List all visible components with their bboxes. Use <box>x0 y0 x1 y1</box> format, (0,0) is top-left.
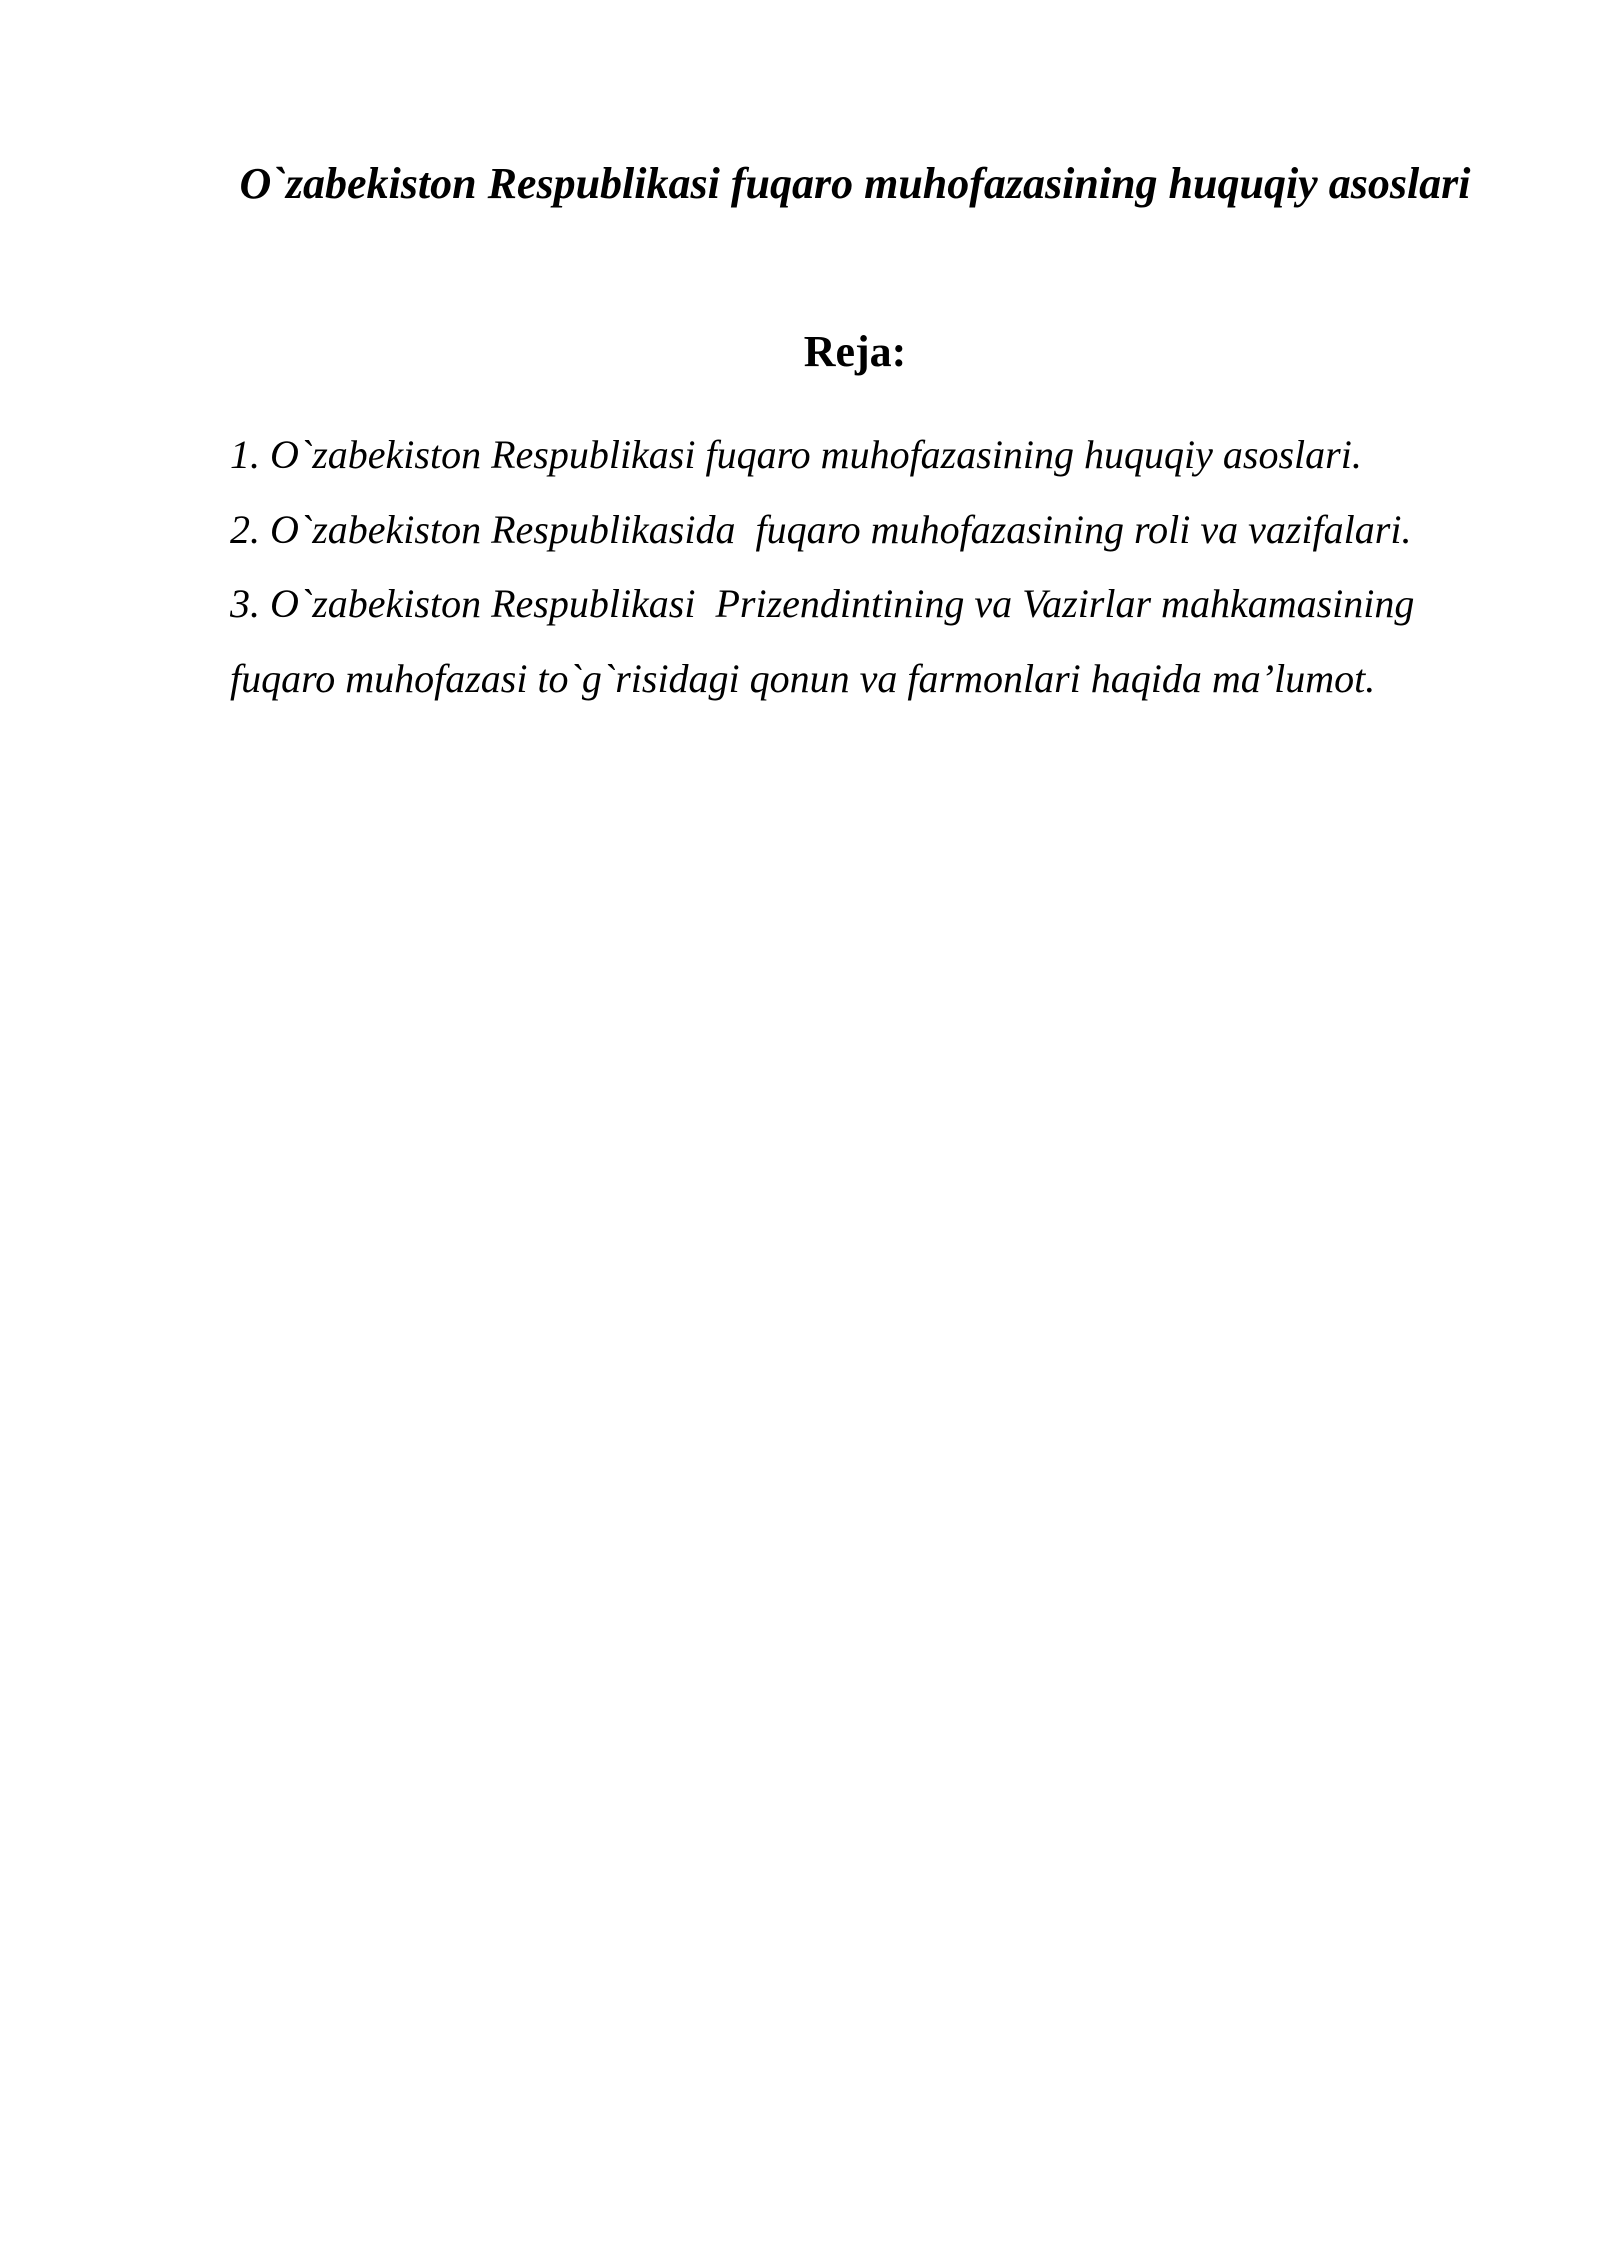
plan-item-2: 2. O`zabekiston Respublikasida fuqaro muhofazasining roli va vazifalari. <box>230 506 1412 552</box>
plan-heading: Reja: <box>803 327 907 376</box>
plan-item-1: 1. O`zabekiston Respublikasi fuqaro muhofazasining huquqiy asoslari. <box>230 432 1362 477</box>
plan-list <box>230 418 1490 716</box>
document-title: O`zabekiston Respublikasi fuqaro muhofazasining huquqiy asoslari <box>239 159 1471 208</box>
plan-item-3: 3. O`zabekiston Respublikasi Prizendintining va Vazirlar mahkamasining fuqaro muhofazasi to`g`risidagi qonun va farmonlari haqida ma’lumot. <box>230 581 1425 701</box>
